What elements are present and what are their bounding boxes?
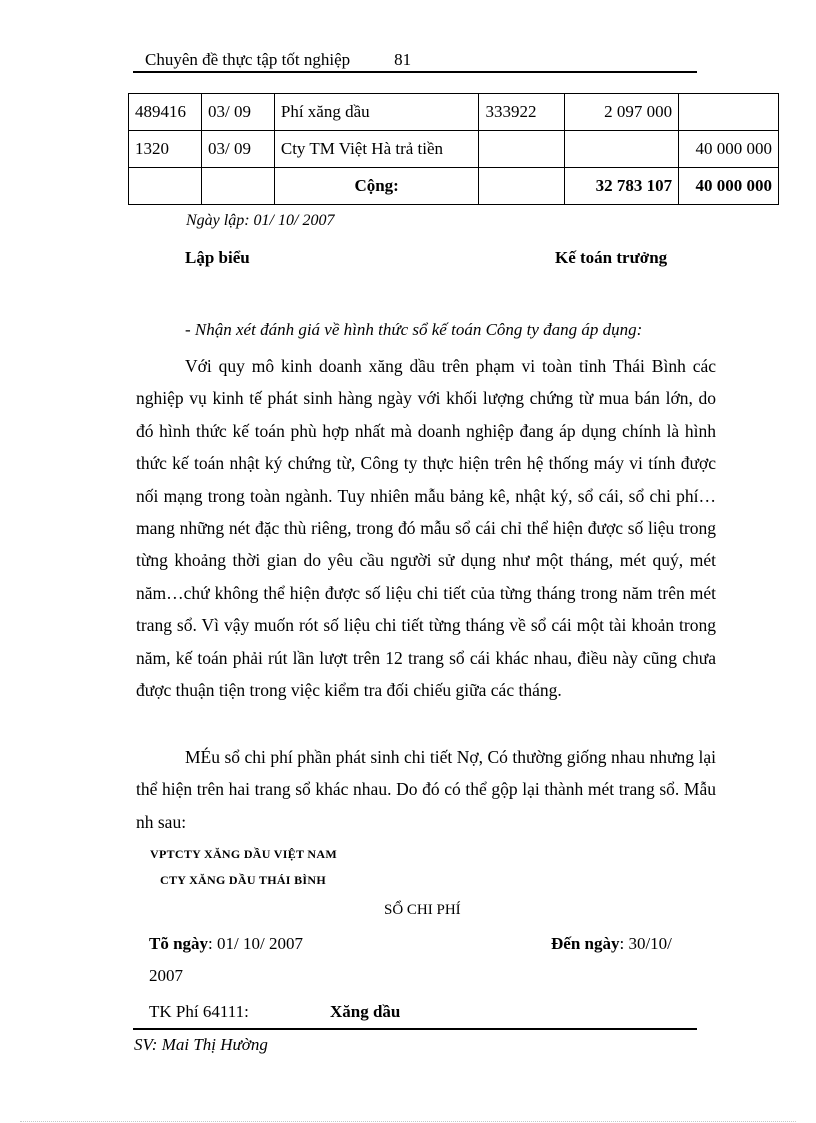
total-debit: 32 783 107 xyxy=(565,168,679,205)
account-label: TK Phí 64111: xyxy=(149,1002,249,1021)
contra-account: 333922 xyxy=(479,94,565,131)
credit-amount: 40 000 000 xyxy=(679,131,779,168)
to-date xyxy=(551,934,672,954)
credit-amount xyxy=(679,94,779,131)
description: Phí xăng dầu xyxy=(274,94,479,131)
voucher-no: 1320 xyxy=(129,131,202,168)
date-line: Ngày lập: 01/ 10/ 2007 xyxy=(186,212,335,229)
header-rule xyxy=(133,71,697,73)
org-line-1: VPTCTY XĂNG DẦU VIỆT NAM xyxy=(150,847,337,861)
to-date-continued: 2007 xyxy=(149,966,183,985)
page-header xyxy=(145,50,411,70)
contra-account xyxy=(479,131,565,168)
account-name: Xăng dầu xyxy=(330,1002,401,1021)
org-line-2: CTY XĂNG DẦU THÁI BÌNH xyxy=(160,873,326,887)
table-row xyxy=(129,131,779,168)
to-value: : 30/10/ xyxy=(619,934,672,953)
header-title: Chuyên đề thực tập tốt nghiệp xyxy=(145,50,351,69)
student-name: SV: Mai Thị Hường xyxy=(134,1035,268,1054)
voucher-date: 03/ 09 xyxy=(201,131,274,168)
debit-amount xyxy=(565,131,679,168)
table-row xyxy=(129,94,779,131)
body-paragraph-1: Với quy mô kinh doanh xăng dầu trên phạm vi toàn tỉnh Thái Bình các nghiệp vụ kinh tế phát sinh hàng ngày với khối lượng chứng từ mua bán lớn, do đó hình thức kế toán phù hợp nhất mà doanh nghiệp đang áp dụng chính là hình thức kế toán nhật ký chứng từ, Công ty thực hiện trên hệ thống máy vi tính được nối mạng trong toàn ngành. Tuy nhiên mẫu bảng kê, nhật ký, sổ cái, sổ chi phí…mang những nét đặc thù riêng, trong đó mẫu sổ cái chỉ thể hiện được số liệu trong từng khoảng thời gian do yêu cầu người sử dụng như một tháng, mét quý, mét năm…chứ không thể hiện được số liệu chi tiết của từng tháng trong năm trên mét trang sổ. Vì vậy muốn rót số liệu chi tiết từng tháng về sổ cái một tài khoản trong năm, kế toán phải rút lần lượt trên 12 trang sổ cái khác nhau, điều này cũng chưa được thuận tiện trong việc kiểm tra đối chiếu giữa các tháng. xyxy=(136,356,716,701)
signature-right: Kế toán trưởng xyxy=(555,248,668,267)
comment-heading: - Nhận xét đánh giá về hình thức sổ kế toán Công ty đang áp dụng: xyxy=(185,320,643,339)
debit-amount: 2 097 000 xyxy=(565,94,679,131)
ledger-table xyxy=(128,93,779,205)
voucher-no: 489416 xyxy=(129,94,202,131)
page-edge-divider xyxy=(20,1121,796,1122)
total-row xyxy=(129,168,779,205)
signature-left: Lập biểu xyxy=(185,248,250,267)
from-value: : 01/ 10/ 2007 xyxy=(208,934,303,953)
total-credit: 40 000 000 xyxy=(679,168,779,205)
from-date xyxy=(149,934,303,954)
body-paragraph-2: MÉu sổ chi phí phần phát sinh chi tiết Nợ, Có thường giống nhau nhưng lại thể hiện trên hai trang sổ khác nhau. Do đó có thể gộp lại thành mét trang sổ. Mẫu nh sau: xyxy=(136,747,716,832)
total-label: Cộng: xyxy=(274,168,479,205)
from-label: Tõ ngày xyxy=(149,934,209,953)
description: Cty TM Việt Hà trả tiền xyxy=(274,131,479,168)
page-number: 81 xyxy=(394,50,412,69)
to-label: Đến ngày xyxy=(551,934,620,953)
voucher-date: 03/ 09 xyxy=(201,94,274,131)
footer-rule xyxy=(133,1028,697,1030)
form-title: SỔ CHI PHÍ xyxy=(384,902,461,918)
